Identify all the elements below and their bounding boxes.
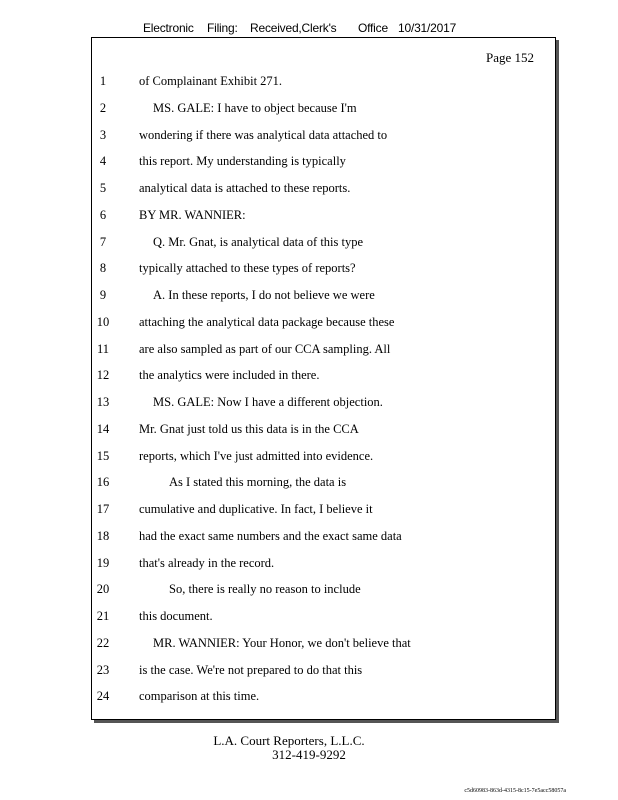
transcript-line bbox=[0, 687, 556, 705]
transcript-line bbox=[0, 661, 556, 679]
transcript-line bbox=[0, 340, 556, 358]
line-number: 2 bbox=[99, 100, 107, 115]
line-number: 12 bbox=[96, 368, 110, 383]
line-number: 3 bbox=[99, 127, 107, 142]
line-text: of Complainant Exhibit 271. bbox=[139, 74, 283, 88]
transcript-line bbox=[0, 607, 556, 625]
line-text: Mr. Gnat just told us this data is in the CCA bbox=[139, 421, 359, 436]
line-number: 20 bbox=[96, 582, 110, 597]
line-text: is the case. We're not prepared to do that this bbox=[139, 662, 363, 677]
court-reporter-firm: L.A. Court Reporters, L.L.C. bbox=[213, 733, 365, 748]
line-text: comparison at this time. bbox=[139, 689, 260, 704]
transcript-line bbox=[0, 634, 556, 652]
page-number: Page 152 bbox=[485, 50, 534, 65]
line-text: that's already in the record. bbox=[139, 555, 275, 570]
line-text: wondering if there was analytical data attached to bbox=[139, 127, 388, 142]
transcript-line bbox=[0, 72, 556, 90]
line-number: 4 bbox=[99, 154, 107, 169]
line-number: 18 bbox=[96, 528, 110, 543]
line-text: reports, which I've just admitted into evidence. bbox=[139, 448, 374, 463]
line-text: Q. Mr. Gnat, is analytical data of this type bbox=[153, 234, 364, 249]
court-reporter-phone: 312-419-9292 bbox=[272, 747, 346, 762]
line-number: 15 bbox=[96, 448, 110, 463]
line-number: 17 bbox=[96, 502, 110, 516]
line-text: this document. bbox=[139, 609, 213, 623]
transcript-line bbox=[0, 259, 556, 277]
transcript-line bbox=[0, 286, 556, 304]
transcript-line bbox=[0, 152, 556, 170]
filing-label-received-clerks: Received,Clerk's bbox=[250, 21, 337, 35]
line-text: attaching the analytical data package because these bbox=[139, 314, 395, 329]
transcript-line bbox=[0, 179, 556, 197]
transcript-line bbox=[0, 313, 556, 331]
line-number: 19 bbox=[96, 555, 110, 570]
transcript-line bbox=[0, 206, 556, 224]
line-text: cumulative and duplicative. In fact, I believe it bbox=[139, 502, 373, 516]
line-text: BY MR. WANNIER: bbox=[139, 207, 246, 222]
line-text: the analytics were included in there. bbox=[139, 368, 320, 383]
line-number: 21 bbox=[96, 609, 110, 623]
line-text: A. In these reports, I do not believe we were bbox=[153, 288, 375, 302]
transcript-line bbox=[0, 420, 556, 438]
line-text: are also sampled as part of our CCA sampling. All bbox=[139, 341, 391, 356]
line-number: 23 bbox=[96, 662, 110, 677]
line-number: 14 bbox=[96, 421, 110, 436]
electronic-filing-header bbox=[0, 21, 618, 37]
line-number: 22 bbox=[96, 635, 110, 650]
line-text: this report. My understanding is typically bbox=[139, 154, 346, 169]
line-text: So, there is really no reason to include bbox=[169, 582, 361, 597]
line-number: 8 bbox=[99, 261, 107, 276]
transcript-line bbox=[0, 99, 556, 117]
line-number: 16 bbox=[96, 475, 110, 490]
filing-label-filing: Filing: bbox=[207, 21, 238, 35]
document-hash: c5d60983-863d-4315-8c15-7e5acc58057a bbox=[464, 788, 566, 794]
line-number: 13 bbox=[96, 395, 110, 409]
line-number: 6 bbox=[99, 207, 107, 222]
filing-label-electronic: Electronic bbox=[143, 21, 194, 35]
transcript-line bbox=[0, 393, 556, 411]
line-text: MS. GALE: I have to object because I'm bbox=[153, 100, 357, 115]
transcript-line bbox=[0, 527, 556, 545]
line-number: 10 bbox=[96, 314, 110, 329]
line-text: typically attached to these types of reports? bbox=[139, 261, 356, 276]
transcript-line bbox=[0, 126, 556, 144]
transcript-line bbox=[0, 233, 556, 251]
transcript-line bbox=[0, 554, 556, 572]
line-number: 7 bbox=[99, 234, 107, 249]
line-text: analytical data is attached to these reports. bbox=[139, 181, 351, 195]
line-number: 1 bbox=[99, 74, 107, 88]
line-number: 11 bbox=[96, 341, 110, 356]
line-number: 24 bbox=[96, 689, 110, 704]
line-text: MS. GALE: Now I have a different objection. bbox=[153, 395, 383, 409]
transcript-line bbox=[0, 500, 556, 518]
transcript-line bbox=[0, 366, 556, 384]
transcript-line bbox=[0, 580, 556, 598]
line-number: 9 bbox=[99, 288, 107, 302]
transcript-line bbox=[0, 447, 556, 465]
transcript-line bbox=[0, 473, 556, 491]
filing-label-office: Office bbox=[358, 21, 388, 35]
line-text: had the exact same numbers and the exact same data bbox=[139, 528, 402, 543]
line-text: MR. WANNIER: Your Honor, we don't believe that bbox=[153, 635, 411, 650]
line-text: As I stated this morning, the data is bbox=[169, 475, 347, 490]
filing-date: 10/31/2017 bbox=[398, 21, 457, 35]
line-number: 5 bbox=[99, 181, 107, 195]
